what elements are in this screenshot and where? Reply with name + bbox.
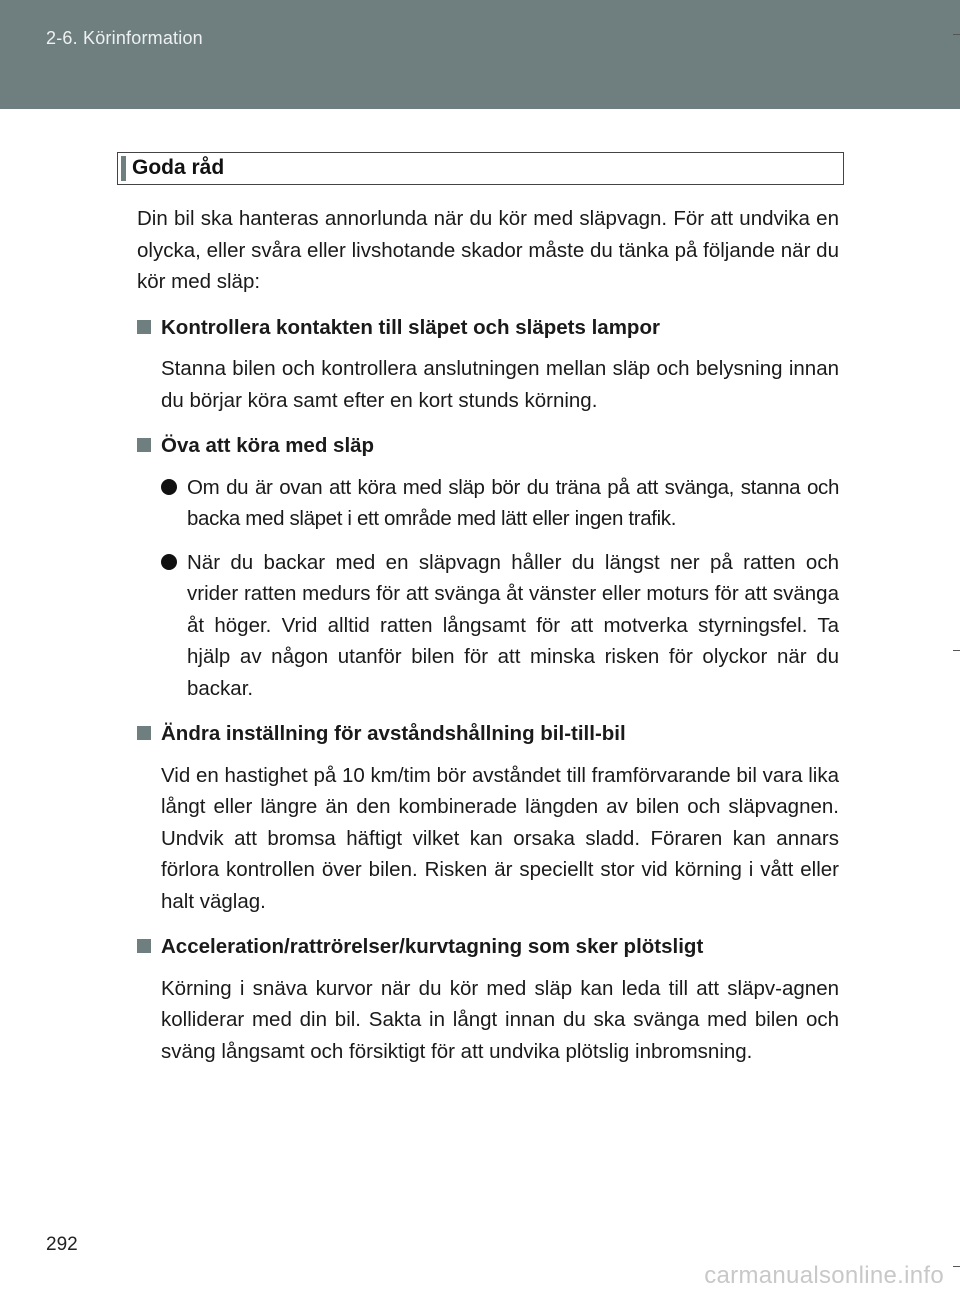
crop-mark-mid-right: [953, 650, 960, 651]
topic-heading-text: Acceleration/rattrörelser/kurvtagning som sker plötsligt: [161, 935, 704, 958]
topic-2: [137, 430, 839, 704]
chapter-title: 2-6. Körinformation: [46, 28, 203, 48]
crop-mark-bottom-right: [953, 1266, 960, 1267]
square-bullet-icon: [137, 939, 151, 953]
square-bullet-icon: [137, 320, 151, 334]
list-item: [161, 472, 839, 535]
circle-bullet-icon: [161, 479, 177, 495]
topic-4: [137, 931, 839, 1067]
content: [137, 203, 839, 1081]
header-band: [0, 0, 960, 109]
topic-heading: [137, 430, 839, 462]
topic-heading: [137, 312, 839, 344]
crop-mark-top-right: [953, 34, 960, 35]
section-header-box: [117, 152, 844, 185]
square-bullet-icon: [137, 726, 151, 740]
circle-bullet-icon: [161, 554, 177, 570]
section-accent-bar: [121, 156, 126, 181]
watermark: carmanualsonline.info: [704, 1262, 944, 1289]
topic-heading-text: Ändra inställning för avståndshållning bil-till-bil: [161, 722, 626, 745]
topic-body: Vid en hastighet på 10 km/tim bör avståndet till framförvarande bil vara lika långt eller längre än den kombinerade längden av bilen och släpvagnen. Undvik att bromsa häftigt vilket kan orsaka sladd. Föraren kan annars förlora kontrollen över bilen. Risken är speciellt stor vid körning i vått eller halt väglag.: [161, 763, 839, 913]
page-number: 292: [46, 1234, 78, 1255]
topic-1: [137, 312, 839, 417]
list-item: [161, 547, 839, 705]
list-item-text: Om du är ovan att köra med släp bör du träna på att svänga, stanna och backa med släpet i ett område med lätt eller ingen trafik.: [187, 475, 839, 530]
intro-paragraph: Din bil ska hanteras annorlunda när du kör med släpvagn. För att undvika en olycka, eller svåra eller livshotande skador måste du tänka på följande när du kör med släp:: [137, 207, 839, 293]
topic-body: Stanna bilen och kontrollera anslutningen mellan släp och belysning innan du börjar köra samt efter en kort stunds körning.: [161, 357, 839, 412]
topic-body: Körning i snäva kurvor när du kör med släp kan leda till att släpv-agnen kolliderar med din bil. Sakta in långt innan du ska svänga med bilen och sväng långsamt och försiktigt för att undvika plötslig inbromsning.: [161, 976, 839, 1063]
square-bullet-icon: [137, 438, 151, 452]
topic-heading-text: Öva att köra med släp: [161, 434, 375, 457]
topic-heading: [137, 931, 839, 963]
topic-3: [137, 718, 839, 917]
list-item-text: När du backar med en släpvagn håller du längst ner på ratten och vrider ratten medurs för att svänga åt vänster eller moturs för att svänga åt höger. Vrid alltid ratten långsamt för att motverka styrningsfel. Ta hjälp av någon utanför bilen för att minska risken för olyckor när du backar.: [187, 550, 839, 700]
topic-heading: [137, 718, 839, 750]
section-title: Goda råd: [132, 156, 225, 179]
topic-heading-text: Kontrollera kontakten till släpet och släpets lampor: [161, 315, 660, 339]
